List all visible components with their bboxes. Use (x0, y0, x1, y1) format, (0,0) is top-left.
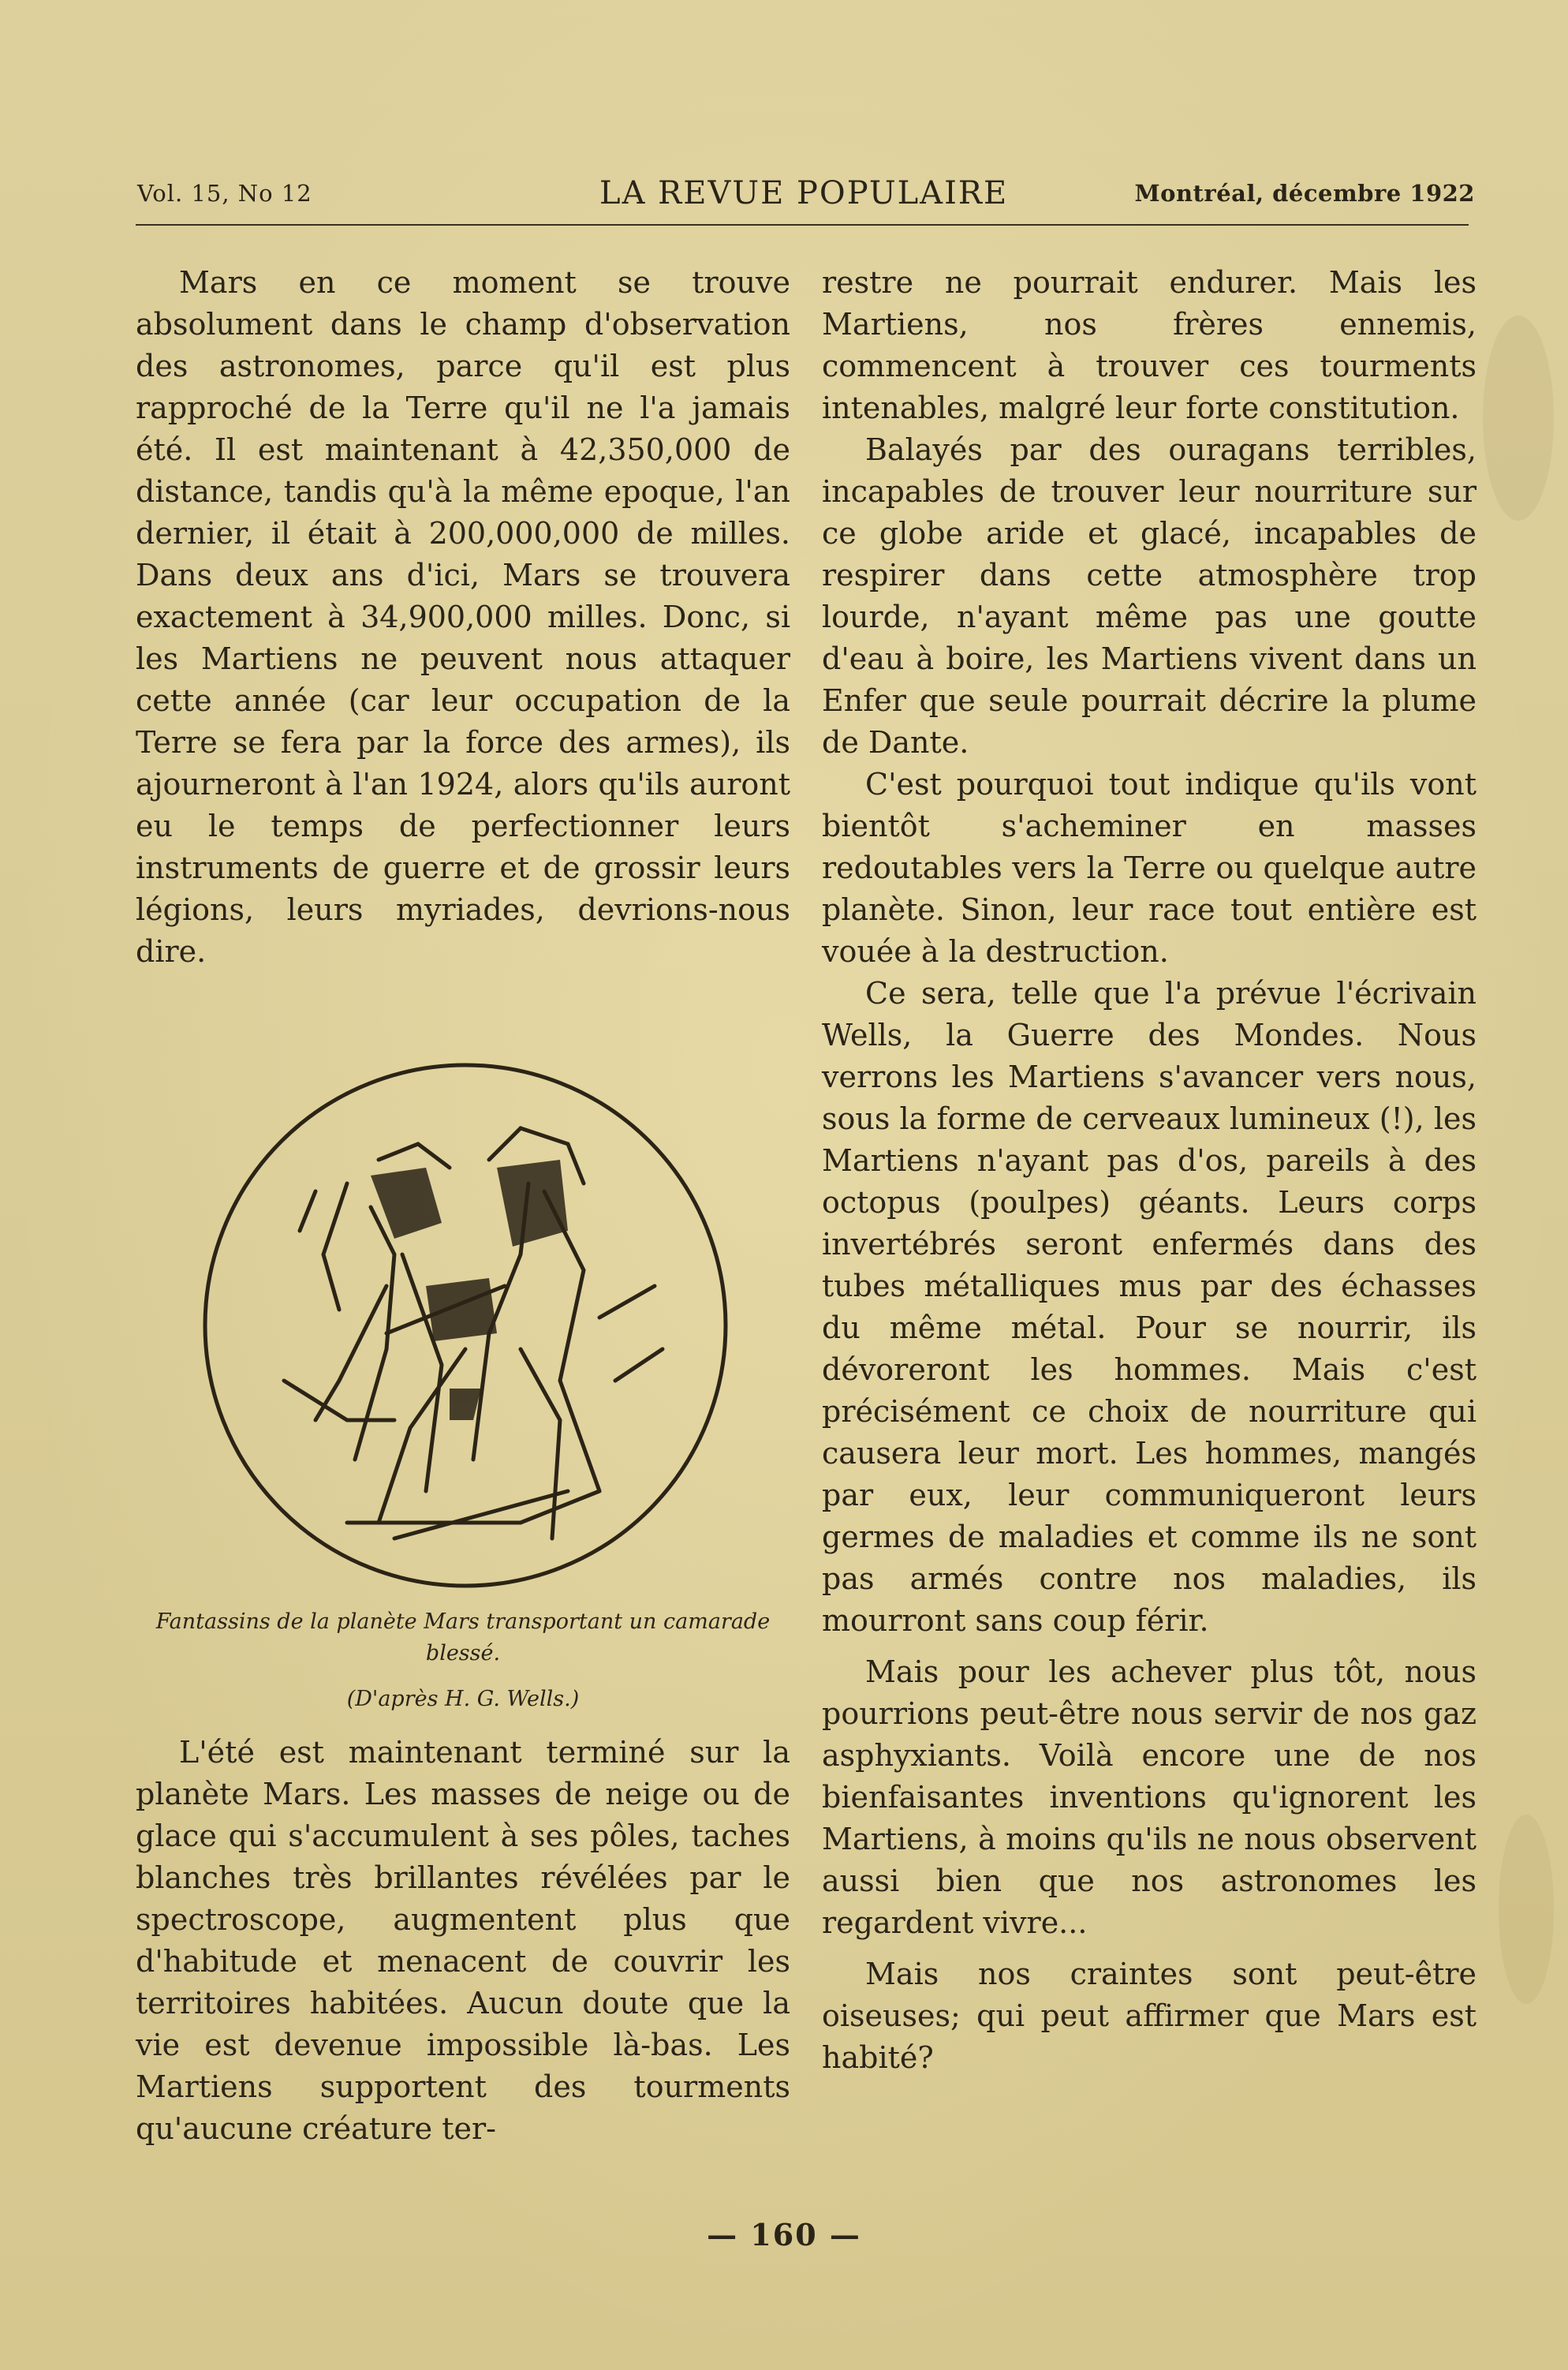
figure-caption (136, 1606, 790, 1715)
header-rule (136, 224, 1469, 226)
paragraph: C'est pourquoi tout indique qu'ils vont bientôt s'acheminer en masses redoutables vers la Terre ou quelque autre planète. Sinon, leur race tout entière est vouée à la destruction. (822, 767, 1477, 969)
volume-number: Vol. 15, No 12 (137, 180, 312, 207)
paragraph: Mais nos craintes sont peut-être oiseuses; qui peut affirmer que Mars est habité? (822, 1957, 1477, 2075)
paragraph: Balayés par des ouragans terribles, incapables de trouver leur nourriture sur ce globe aride et glacé, incapables de respirer dans cette atmosphère trop lourde, n'ayant même pas une goutte d'eau à boire, les Martiens vivent dans un Enfer que seule pourrait décrire la plume de Dante. (822, 432, 1477, 760)
caption-credit: (D'après H. G. Wells.) (346, 1687, 580, 1711)
page-header (134, 175, 1475, 215)
location-date: Montréal, décembre 1922 (1134, 180, 1475, 207)
left-column-continued (136, 1732, 790, 2150)
paragraph: Ce sera, telle que l'a prévue l'écrivain Wells, la Guerre des Mondes. Nous verrons les Martiens s'avancer vers nous, sous la forme de cerveaux lumineux (!), les Martiens n'ayant pas d'os, pareils à des octopus (poulpes) géants. Leurs corps invertébrés seront enfermés dans des tubes métalliques mus par des échasses du même métal. Pour se nourrir, ils dévoreront les hommes. Mais c'est précisément ce choix de nourriture qui causera leur mort. Les hommes, mangés par eux, leur communiqueront leurs germes de maladies et comme ils ne sont pas armés contre nos maladies, ils mourront sans coup férir. (822, 976, 1477, 1638)
paragraph: Mais pour les achever plus tôt, nous pourrions peut-être nous servir de nos gaz asphyxiants. Voilà encore une de nos bienfaisantes inventions qu'ignorent les Martiens, à moins qu'ils ne nous observent aussi bien que nos astronomes les regardent vivre... (822, 1654, 1477, 1940)
paragraph: Mars en ce moment se trouve absolument dans le champ d'observation des astronomes, parce qu'il est plus rapproché de la Terre qu'il ne l'a jamais été. Il est maintenant à 42,350,000 de distance, tandis qu'à la même epoque, l'an dernier, il était à 200,000,000 de milles. Dans deux ans d'ici, Mars se trouvera exactement à 34,900,000 milles. Donc, si les Martiens ne peuvent nous attaquer cette année (car leur occupation de la Terre se fera par la force des armes), ils ajourneront à l'an 1924, alors qu'ils auront eu le temps de perfectionner leurs instruments de guerre et de grossir leurs légions, leurs myriades, devrions-nous dire. (136, 265, 790, 969)
paper-stain (1483, 316, 1554, 521)
page-number: — 160 — (707, 2217, 861, 2252)
paragraph: restre ne pourrait endurer. Mais les Martiens, nos frères ennemis, commencent à trouver ces tourments intenables, malgré leur forte constitution. (822, 265, 1477, 425)
right-column (822, 262, 1477, 2079)
paragraph: L'été est maintenant terminé sur la planète Mars. Les masses de neige ou de glace qui s'accumulent à ses pôles, taches blanches très brillantes révélées par le spectroscope, augmentent plus que d'habitude et menacent de couvrir les territoires habitées. Aucun doute que la vie est devenue impossible là-bas. Les Martiens supportent des tourments qu'aucune créature ter- (136, 1735, 790, 2146)
caption-text: Fantassins de la planète Mars transportant un camarade blessé. (155, 1609, 771, 1665)
left-column (136, 262, 790, 973)
paper-stain (1499, 1815, 1554, 2004)
publication-title: LA REVUE POPULAIRE (599, 175, 1009, 211)
illustration-martians (189, 1049, 741, 1602)
martian-soldiers-illustration (189, 1049, 741, 1602)
